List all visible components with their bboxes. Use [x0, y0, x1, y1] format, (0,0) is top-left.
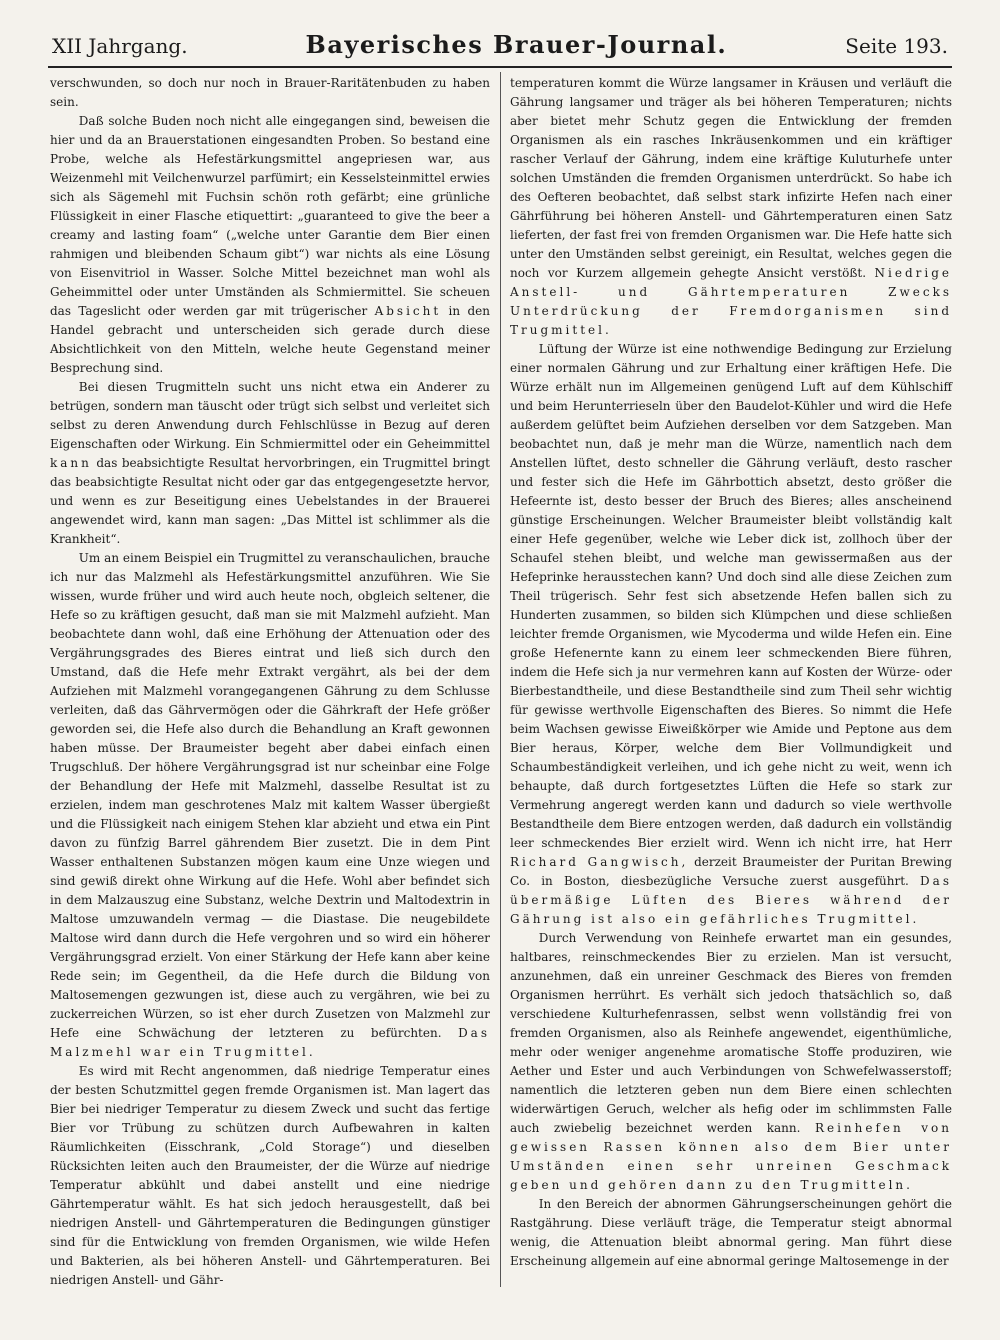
spaced-emphasis: Absicht: [374, 304, 442, 318]
spaced-emphasis: Reinhefen von gewissen Rassen können also dem Bier unter Umständen einen sehr unreinen Geschmack geben und gehören dann zu den Trugmitteln.: [510, 1121, 952, 1192]
paragraph: Durch Verwendung von Reinhefe erwartet man ein gesundes, haltbares, reinschmeckendes Bier zu erzielen. Man ist versucht, anzunehmen, daß ein unreiner Geschmack des Bieres von fremden Organismen herrührt. Es verhält sich jedoch thatsächlich so, daß verschiedene Kulturhefenrassen, selbst wenn vollständig frei von fremden Organismen, also als Reinhefe angewendet, eigenthümliche, mehr oder weniger angenehme aromatische Stoffe produziren, wie Aether und Ester und auch Verbindungen von Schwefelwasserstoff; namentlich die letzteren geben nun dem Biere einen schlechten widerwärtigen Geruch, welcher als hefig oder im schlimmsten Falle auch zwiebelig bezeichnet werden kann. Reinhefen von gewissen Rassen können also dem Bier unter Umständen einen sehr unreinen Geschmack geben und gehören dann zu den Trugmitteln.: [510, 931, 952, 1192]
page-header: [52, 30, 948, 64]
paragraph: Um an einem Beispiel ein Trugmittel zu veranschaulichen, brauche ich nur das Malzmehl als Hefestärkungsmittel anzuführen. Wie Sie wissen, wurde früher und wird auch heute noch, obgleich seltener, die Hefe so zu kräftigen gesucht, daß man sie mit Malzmehl aufzieht. Man beobachtete dann wohl, daß eine Erhöhung der Attenuation oder des Vergährungsgrades des Bieres eintrat und ließ sich durch den Umstand, daß die Hefe mehr Extrakt vergährt, als bei der dem Aufziehen mit Malzmehl vorangegangenen Gährung zu dem Schlusse verleiten, daß das Gährvermögen oder die Gährkraft der Hefe größer geworden sei, die Hefe also durch die Behandlung an Kraft gewonnen haben müsse. Der Braumeister begeht aber dabei einfach einen Trugschluß. Der höhere Vergährungsgrad ist nur scheinbar eine Folge der Behandlung der Hefe mit Malzmehl, dasselbe Resultat ist zu erzielen, indem man geschrotenes Malz mit kaltem Wasser übergießt und die Flüssigkeit nach einigem Stehen klar abzieht und etwa ein Pint davon zu fünfzig Barrel gährendem Bier zusetzt. Die in dem Pint Wasser enthaltenen Substanzen mögen kaum eine Unze wiegen und sind gewiß direkt ohne Wirkung auf die Hefe. Wohl aber befindet sich in dem Malzauszug eine Substanz, welche Dextrin und Maltodextrin in Maltose umzuwandeln vermag — die Diastase. Die neugebildete Maltose wird dann durch die Hefe vergohren und so wird ein höherer Vergährungsgrad erzielt. Von einer Stärkung der Hefe kann aber keine Rede sein; im Gegentheil, da die Hefe durch die Bildung von Maltosemengen gezwungen ist, diese auch zu vergähren, wie bei zu zuckerreichen Würzen, so ist eher durch Zusetzen von Malzmehl zur Hefe eine Schwächung der letzteren zu befürchten. Das Malzmehl war ein Trugmittel.: [50, 551, 490, 1059]
page-number: Seite 193.: [845, 34, 948, 58]
volume-label: XII Jahrgang.: [52, 34, 188, 58]
spaced-emphasis: Niedrige Anstell- und Gährtemperaturen Zwecks Unterdrückung der Fremdorganismen sind Trugmittel.: [510, 266, 952, 337]
spaced-emphasis: kann: [50, 456, 92, 470]
paragraph: temperaturen kommt die Würze langsamer in Kräusen und verläuft die Gährung langsamer und träger als bei höheren Temperaturen; nichts aber bietet mehr Schutz gegen die Entwicklung der fremden Organismen als ein rasches Inkräusenkommen und ein kräftiger rascher Verlauf der Gährung, indem eine kräftige Kuluturhefe unter solchen Umständen die fremden Organismen unterdrückt. So habe ich des Oefteren beobachtet, daß selbst stark infizirte Hefen nach einer Gährführung bei höheren Anstell- und Gährtemperaturen einen Satz lieferten, der fast frei von fremden Organismen war. Die Hefe hatte sich unter den Umständen selbst gereinigt, ein Resultat, welches gegen die noch vor Kurzem allgemein gehegte Ansicht verstößt. Niedrige Anstell- und Gährtemperaturen Zwecks Unterdrückung der Fremdorganismen sind Trugmittel.: [510, 76, 952, 337]
journal-title: Bayerisches Brauer-Journal.: [305, 30, 728, 59]
column-divider: [500, 72, 501, 1287]
paragraph: Bei diesen Trugmitteln sucht uns nicht etwa ein Anderer zu betrügen, sondern man täuscht oder trügt sich selbst und verleitet sich selbst zu deren Anwendung durch Fehlschlüsse in Bezug auf deren Eigenschaften oder Wirkung. Ein Schmiermittel oder ein Geheimmittel kann das beabsichtigte Resultat hervorbringen, ein Trugmittel bringt das beabsichtigte Resultat nicht oder gar das entgegengesetzte hervor, und wenn es zur Beseitigung eines Uebelstandes in der Brauerei angewendet wird, kann man sagen: „Das Mittel ist schlimmer als die Krankheit“.: [50, 380, 490, 546]
paragraph: Es wird mit Recht angenommen, daß niedrige Temperatur eines der besten Schutzmittel gegen fremde Organismen ist. Man lagert das Bier bei niedriger Temperatur zu diesem Zweck und sucht das fertige Bier vor Trübung zu schützen durch Aufbewahren in kalten Räumlichkeiten (Eisschrank, „Cold Storage“) und dieselben Rücksichten leiten auch den Braumeister, der die Würze auf niedrige Temperatur abkühlt und dabei anstellt und eine niedrige Gährtemperatur wählt. Es hat sich jedoch herausgestellt, daß bei niedrigen Anstell- und Gährtemperaturen die Bedingungen günstiger sind für die Entwicklung von fremden Organismen, wie wilde Hefen und Bakterien, als bei höheren Anstell- und Gährtemperaturen. Bei niedrigen Anstell- und Gähr-: [50, 1064, 490, 1287]
header-rule: [48, 66, 952, 68]
paragraph: In den Bereich der abnormen Gährungserscheinungen gehört die Rastgährung. Diese verläuft träge, die Temperatur steigt abnormal wenig, die Attenuation bleibt abnormal gering. Man führt diese Erscheinung allgemein auf eine abnormal geringe Maltosemenge in der: [510, 1197, 952, 1268]
spaced-emphasis: Das Malzmehl war ein Trugmittel.: [50, 1026, 490, 1059]
paragraph: verschwunden, so doch nur noch in Brauer-Raritätenbuden zu haben sein.: [50, 76, 490, 109]
right-column: [510, 74, 952, 1271]
left-column: [50, 74, 490, 1290]
paragraph: Lüftung der Würze ist eine nothwendige Bedingung zur Erzielung einer normalen Gährung und zur Erhaltung einer kräftigen Hefe. Die Würze erhält nun im Allgemeinen genügend Luft auf dem Kühlschiff und beim Herunterrieseln über den Baudelot-Kühler und wird die Hefe außerdem gelüftet beim Aufziehen derselben vor dem Satzgeben. Man beobachtet nun, daß je mehr man die Würze, namentlich nach dem Anstellen lüftet, desto schneller die Gährung verläuft, desto rascher und fester sich die Hefe im Gährbottich absetzt, desto größer die Hefeernte ist, desto besser der Bruch des Bieres; alles anscheinend günstige Erscheinungen. Welcher Braumeister bleibt vollständig kalt einer Hefe gegenüber, welche wie Leber dick ist, zollhoch über der Schaufel stehen bleibt, und welche man gewissermaßen aus der Hefeprinke herausstechen kann? Und doch sind alle diese Zeichen zum Theil trügerisch. Sehr fest sich absetzende Hefen ballen sich zu Hunderten zusammen, so bilden sich Klümpchen und diese schließen leichter fremde Organismen, wie Mycoderma und wilde Hefen ein. Eine große Hefenernte kann zu einem leer schmeckenden Biere führen, indem die Hefe sich ja nur vermehren kann auf Kosten der Würze- oder Bierbestandtheile, und diese Bestandtheile sind zum Theil sehr wichtig für gewisse werthvolle Eigenschaften des Bieres. So nimmt die Hefe beim Wachsen gewisse Eiweißkörper wie Amide und Peptone aus dem Bier heraus, Körper, welche dem Bier Vollmundigkeit und Schaumbeständigkeit verleihen, und ich gehe nicht zu weit, wenn ich behaupte, daß durch fortgesetztes Lüften die Hefe so stark zur Vermehrung angeregt werden kann und dadurch so viele werthvolle Bestandtheile dem Biere entzogen werden, daß dadurch ein vollständig leer schmeckendes Bier erzielt wird. Wenn ich nicht irre, hat Herr Richard Gangwisch, derzeit Braumeister der Puritan Brewing Co. in Boston, diesbezügliche Versuche zuerst ausgeführt. Das übermäßige Lüften des Bieres während der Gährung ist also ein gefährliches Trugmittel.: [510, 342, 952, 926]
spaced-emphasis: Das übermäßige Lüften des Bieres während der Gährung ist also ein gefährliches Trugmittel.: [510, 874, 952, 926]
paragraph: Daß solche Buden noch nicht alle eingegangen sind, beweisen die hier und da an Brauerstationen eingesandten Proben. So bestand eine Probe, welche als Hefestärkungsmittel angepriesen war, aus Weizenmehl mit Veilchenwurzel parfümirt; ein Kesselsteinmittel erwies sich als Sägemehl mit Fuchsin schön roth gefärbt; eine grünliche Flüssigkeit in einer Flasche etiquettirt: „guaranteed to give the beer a creamy and lasting foam“ („welche unter Garantie dem Bier einen rahmigen und bleibenden Schaum gibt“) war nichts als eine Lösung von Eisenvitriol in Wasser. Solche Mittel bezeichnet man wohl als Geheimmittel oder unter Umständen als Schmiermittel. Sie scheuen das Tageslicht oder werden gar mit trügerischer Absicht in den Handel gebracht und unterscheiden sich gerade durch diese Absichtlichkeit von den Mitteln, welche heute Gegenstand meiner Besprechung sind.: [50, 114, 490, 375]
spaced-name: Richard Gangwisch,: [510, 855, 689, 869]
